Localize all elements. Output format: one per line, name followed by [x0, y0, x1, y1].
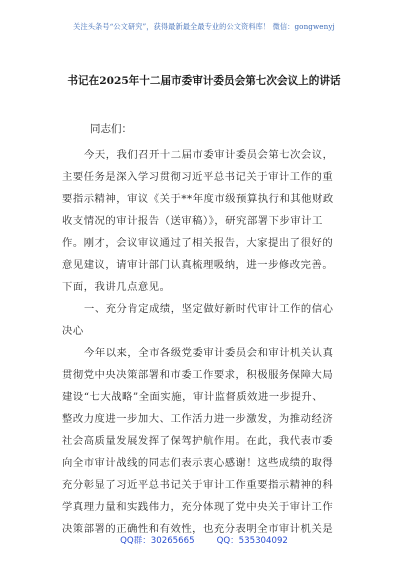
body-line: 意见建议，请审计部门认真梳理吸纳，进一步修改完善。 — [62, 259, 334, 271]
footer-qq: QQ：535304092 — [216, 536, 288, 546]
body-line: 贯彻党中央决策部署和市委工作要求，积极服务保障大局 — [62, 369, 334, 381]
header-banner: 关注头条号“公文研究”，获得最新最全最专业的公文资料库！ 微信：gongwenyj — [73, 22, 335, 31]
footer-contact — [0, 534, 408, 546]
body-line: 主要任务是深入学习贯彻习近平总书记关于审计工作的重 — [62, 171, 334, 183]
body-line: 今年以来，全市各级党委审计委员会和审计机关认真 — [84, 347, 334, 359]
body-line: 建设“七大战略”全面实施，审计监督质效进一步提升、 — [62, 391, 324, 403]
body-line: 向全市审计战线的同志们表示衷心感谢！这些成绩的取得 — [62, 457, 334, 469]
body-line: 收支情况的审计报告（送审稿）》，研究部署下步审计工 — [62, 215, 323, 227]
salutation: 同志们： — [90, 123, 132, 135]
body-line: 今天，我们召开十二届市委审计委员会第七次会议， — [84, 149, 334, 161]
body-line: 整改力度进一步加大、工作活力进一步激发，为推动经济 — [62, 413, 334, 425]
document-body — [62, 144, 354, 540]
body-line: 学真理力量和实践伟力，充分体现了党中央关于审计工作 — [62, 501, 334, 513]
body-line: 下面，我讲几点意见。 — [62, 281, 171, 293]
body-line: 社会高质量发展发挥了保驾护航作用。在此，我代表市委 — [62, 435, 334, 447]
section-heading-continued: 决心 — [62, 325, 84, 337]
document-title: 书记在2025年十二届市委审计委员会第七次会议上的讲话 — [67, 75, 341, 87]
body-line: 决策部署的正确性和有效性，也充分表明全市审计机关是 — [62, 523, 334, 535]
section-heading: 一、充分肯定成绩，坚定做好新时代审计工作的信心 — [84, 303, 334, 315]
body-line: 作。刚才，会议审议通过了相关报告，大家提出了很好的 — [62, 237, 334, 249]
footer-qq-group: QQ群：30265665 — [120, 536, 195, 546]
body-line: 要指示精神，审议《关于**年度市级预算执行和其他财政 — [62, 193, 334, 205]
body-line: 充分彰显了习近平总书记关于审计工作重要指示精神的科 — [62, 479, 334, 491]
